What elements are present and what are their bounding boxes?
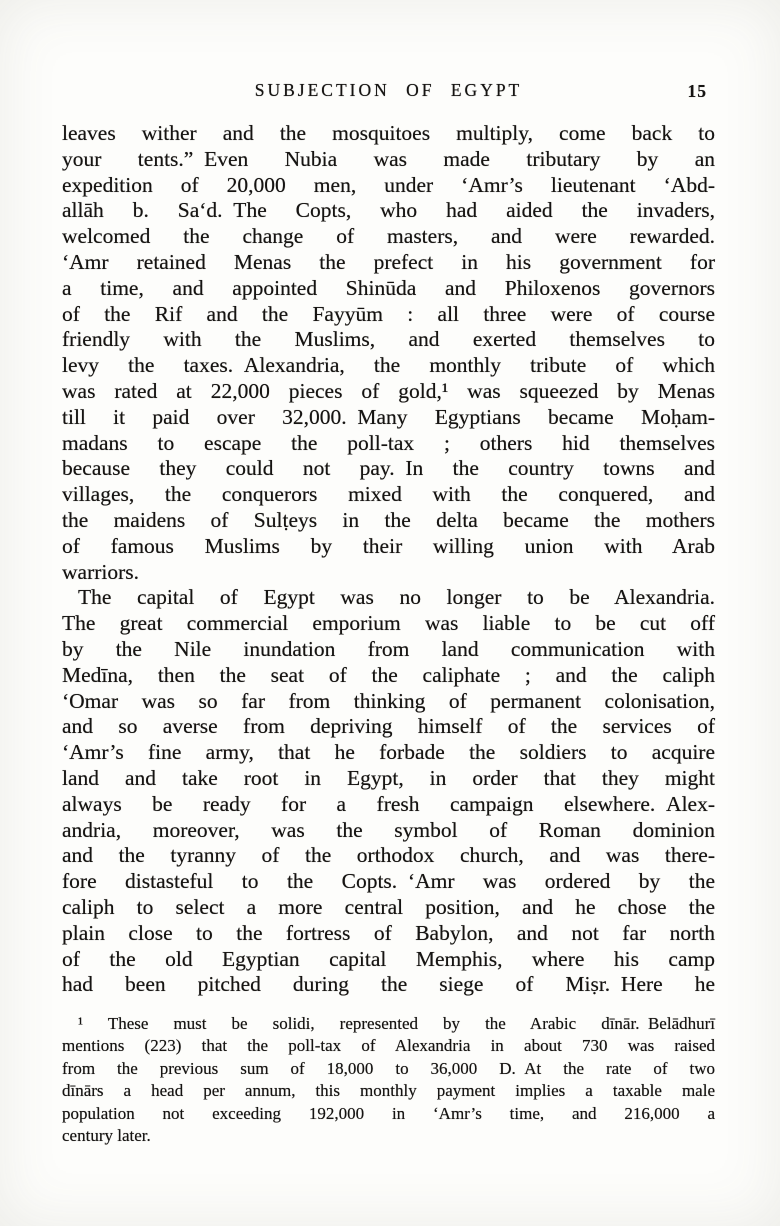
text-line: and the tyranny of the orthodox church, and was there- (62, 843, 715, 868)
text-line: andria, moreover, was the symbol of Roman dominion (62, 817, 715, 842)
text-line: villages, the conquerors mixed with the conquered, and (62, 482, 715, 507)
text-line: population not exceeding 192,000 in ‘Amr’s time, and 216,000 a (62, 1103, 715, 1123)
text-line: ‘Omar was so far from thinking of permanent colonisation, (62, 688, 715, 713)
text-line: by the Nile inundation from land communication with (62, 636, 715, 661)
text-line: The great commercial emporium was liable to be cut off (62, 611, 715, 636)
text-line: of the old Egyptian capital Memphis, where his camp (62, 946, 715, 971)
text-line: fore distasteful to the Copts. ‘Amr was ordered by the (62, 869, 715, 894)
text-line: century later. (62, 1126, 151, 1146)
running-header (62, 80, 715, 104)
text-line: madans to escape the poll-tax ; others hid themselves (62, 430, 715, 455)
text-line: Medīna, then the seat of the caliphate ; and the caliph (62, 662, 715, 687)
text-line: The capital of Egypt was no longer to be Alexandria. (78, 585, 715, 610)
running-header-title: SUBJECTION OF EGYPT (254, 80, 523, 100)
paragraph-2 (62, 585, 715, 998)
text-line: was rated at 22,000 pieces of gold,¹ was squeezed by Menas (62, 378, 715, 403)
text-line: from the previous sum of 18,000 to 36,000 D. At the rate of two (62, 1058, 715, 1078)
text-line: till it paid over 32,000. Many Egyptians became Moḥam- (62, 404, 715, 429)
text-line: of the Rif and the Fayyūm : all three were of course (62, 301, 715, 326)
text-line: friendly with the Muslims, and exerted themselves to (62, 327, 715, 352)
text-line: welcomed the change of masters, and were rewarded. (62, 224, 715, 249)
text-line: had been pitched during the siege of Miṣr. Here he (62, 972, 715, 997)
text-line: ‘Amr retained Menas the prefect in his government for (62, 249, 715, 274)
text-line: ¹ These must be solidi, represented by the Arabic dīnār. Belādhurī (78, 1014, 715, 1033)
text-line: leaves wither and the mosquitoes multiply, come back to (62, 121, 715, 145)
text-line: levy the taxes. Alexandria, the monthly tribute of which (62, 353, 715, 378)
text-line: ‘Amr’s fine army, that he forbade the soldiers to acquire (62, 740, 715, 765)
text-line: your tents.” Even Nubia was made tributary by an (62, 146, 715, 171)
text-line: plain close to the fortress of Babylon, and not far north (62, 920, 715, 945)
paragraph-1 (62, 121, 715, 585)
footnote (62, 1013, 715, 1147)
text-line: land and take root in Egypt, in order that they might (62, 765, 715, 790)
text-line: mentions (223) that the poll-tax of Alexandria in about 730 was raised (62, 1036, 715, 1056)
page-body (62, 121, 715, 998)
text-line: caliph to select a more central position, and he chose the (62, 894, 715, 919)
text-line: warriors. (62, 559, 140, 584)
text-line: always be ready for a fresh campaign elsewhere. Alex- (62, 791, 715, 816)
text-line: the maidens of Sulṭeys in the delta became the mothers (62, 507, 715, 532)
page-number: 15 (687, 81, 707, 101)
text-line: dīnārs a head per annum, this monthly payment implies a taxable male (62, 1081, 715, 1101)
text-line: expedition of 20,000 men, under ‘Amr’s lieutenant ‘Abd- (62, 172, 715, 197)
text-line: allāh b. Sa‘d. The Copts, who had aided the invaders, (62, 198, 715, 223)
text-line: because they could not pay. In the country towns and (62, 456, 715, 481)
text-line: a time, and appointed Shinūda and Philoxenos governors (62, 275, 715, 300)
text-line: and so averse from depriving himself of the services of (62, 714, 715, 739)
text-line: of famous Muslims by their willing union with Arab (62, 533, 715, 558)
